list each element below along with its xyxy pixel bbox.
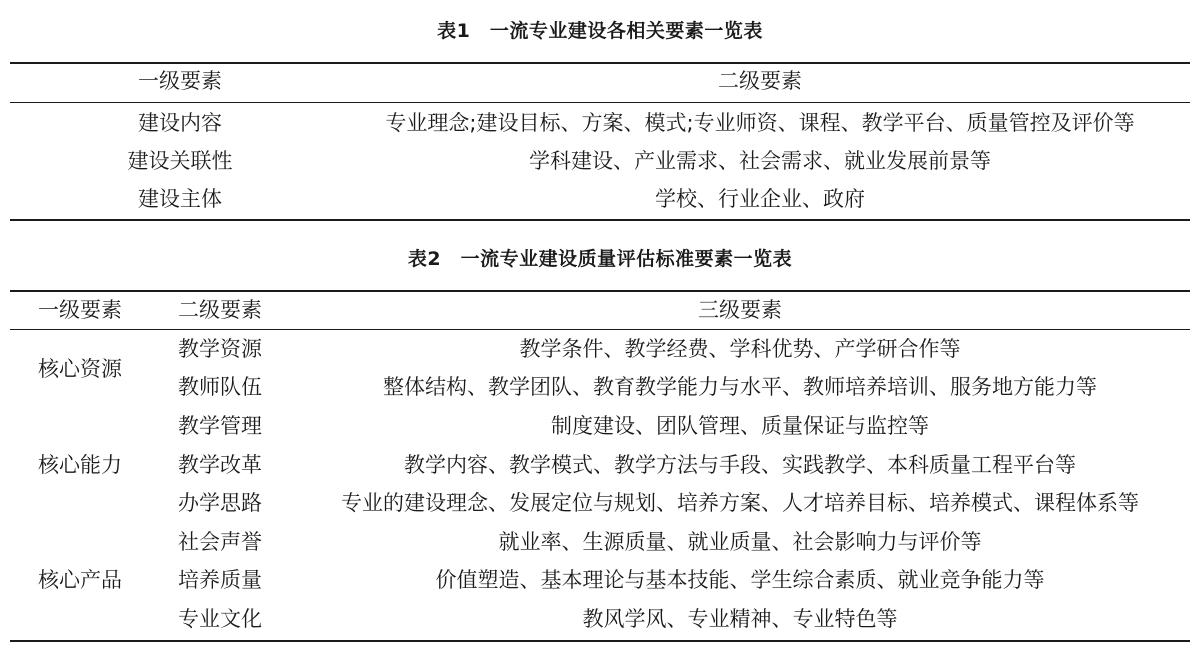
- table1-row3-level2: 学校、行业企业、政府: [655, 187, 865, 211]
- table2-row2-level3: 整体结构、教学团队、教育教学能力与水平、教师培养培训、服务地方能力等: [383, 375, 1097, 399]
- table2-row4-level2: 教学改革: [178, 453, 262, 477]
- table2-row1-level2: 教学资源: [178, 337, 262, 361]
- table1-header-level1: 一级要素: [138, 69, 222, 93]
- table2-row4-level3: 教学内容、教学模式、教学方法与手段、实践教学、本科质量工程平台等: [404, 453, 1076, 477]
- table2-row6-level2: 社会声誉: [178, 530, 262, 554]
- table1-row2-level2: 学科建设、产业需求、社会需求、就业发展前景等: [529, 149, 991, 173]
- table2-caption: 表2 一流专业建设质量评估标准要素一览表: [407, 248, 793, 270]
- table1-bottom-rule: [10, 219, 1190, 221]
- table2-header-level2: 二级要素: [178, 298, 262, 322]
- table2-group-core-capability: 核心能力: [38, 453, 122, 477]
- table1-row1-level1: 建设内容: [138, 111, 222, 135]
- table2-group-core-resources: 核心资源: [38, 357, 122, 381]
- table1-row1-level2: 专业理念;建设目标、方案、模式;专业师资、课程、教学平台、质量管控及评价等: [385, 111, 1135, 135]
- table2-bottom-rule: [10, 640, 1190, 642]
- table2-row7-level2: 培养质量: [178, 568, 262, 592]
- table2-row1-level3: 教学条件、教学经费、学科优势、产学研合作等: [519, 337, 961, 361]
- table2-header-level3: 三级要素: [698, 298, 782, 322]
- table1-header-level2: 二级要素: [718, 69, 802, 93]
- table2-row7-level3: 价值塑造、基本理论与基本技能、学生综合素质、就业竞争能力等: [435, 568, 1045, 592]
- table2-row2-level2: 教师队伍: [178, 375, 262, 399]
- table2-row5-level3: 专业的建设理念、发展定位与规划、培养方案、人才培养目标、培养模式、课程体系等: [341, 491, 1139, 515]
- table2-header-level1: 一级要素: [38, 298, 122, 322]
- table2-group-core-products: 核心产品: [38, 568, 122, 592]
- table2-row6-level3: 就业率、生源质量、就业质量、社会影响力与评价等: [498, 530, 982, 554]
- table1-caption: 表1 一流专业建设各相关要素一览表: [437, 20, 763, 42]
- table1-header-rule: [10, 102, 1190, 103]
- table2-row3-level3: 制度建设、团队管理、质量保证与监控等: [551, 414, 929, 438]
- table2-row8-level3: 教风学风、专业精神、专业特色等: [582, 607, 898, 631]
- table2-row5-level2: 办学思路: [178, 491, 262, 515]
- table2-row3-level2: 教学管理: [178, 414, 262, 438]
- table1-row2-level1: 建设关联性: [127, 149, 233, 173]
- table2-row8-level2: 专业文化: [178, 607, 262, 631]
- table1-row3-level1: 建设主体: [138, 187, 222, 211]
